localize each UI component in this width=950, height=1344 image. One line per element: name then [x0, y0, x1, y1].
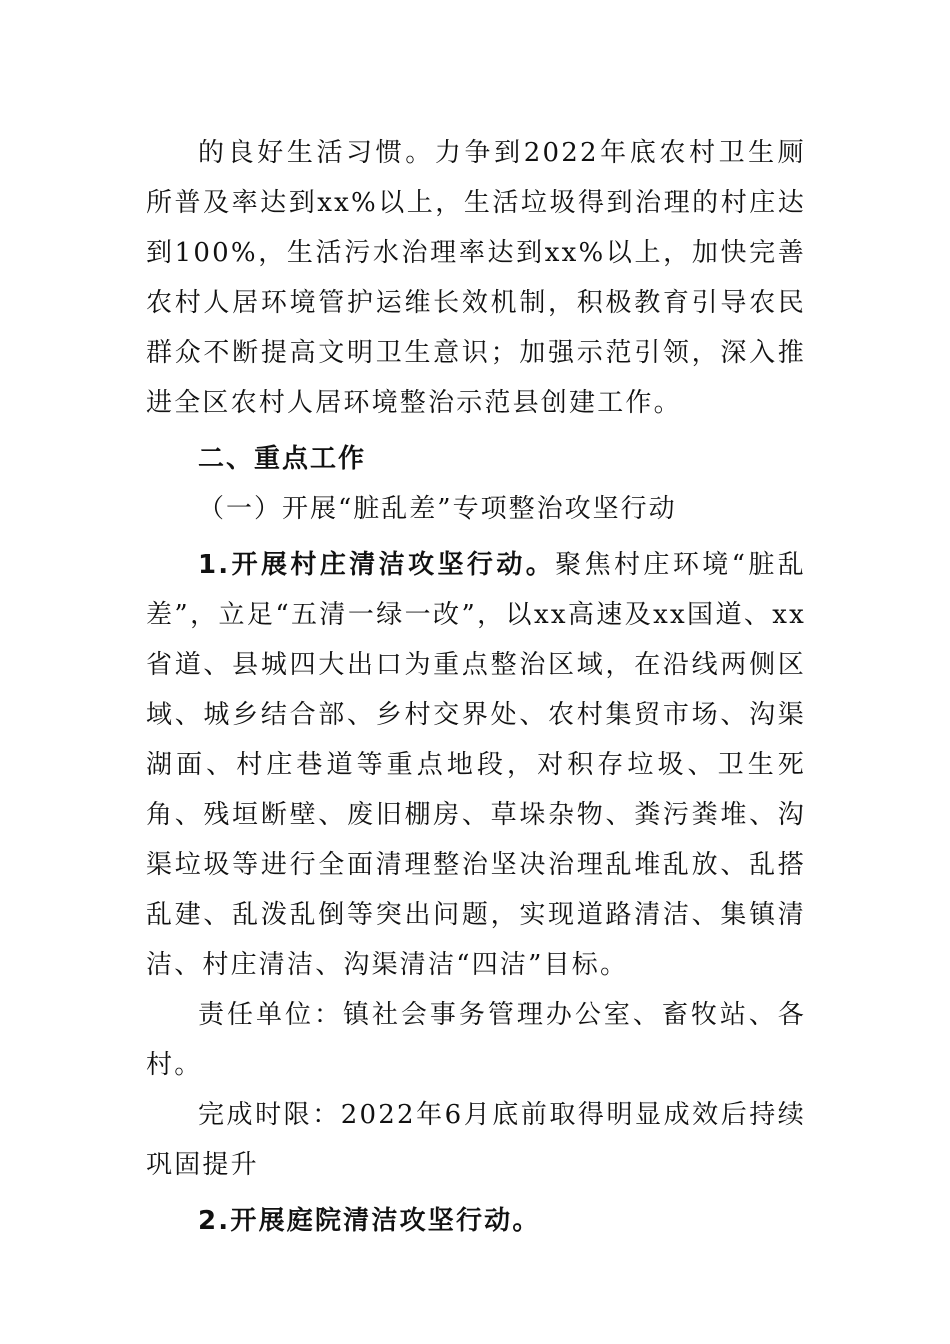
item1-lead: 1.开展村庄清洁攻坚行动。	[198, 550, 556, 580]
document-body	[146, 128, 806, 1246]
item1-body: 聚焦村庄环境“脏乱差”，立足“五清一绿一改”，以xx高速及xx国道、xx省道、县城四大出口为重点整治区域，在沿线两侧区域、城乡结合部、乡村交界处、农村集贸市场、沟渠湖面、村庄巷道等重点地段，对积存垃圾、卫生死角、残垣断壁、废旧棚房、草垛杂物、粪污粪堆、沟渠垃圾等进行全面清理整治坚决治理乱堆乱放、乱搭乱建、乱泼乱倒等突出问题，实现道路清洁、集镇清洁、村庄清洁、沟渠清洁“四洁”目标。	[146, 550, 806, 980]
item1-paragraph	[146, 540, 806, 990]
item1-deadline: 完成时限：2022年6月底前取得明显成效后持续巩固提升	[146, 1100, 806, 1180]
item1-responsible: 责任单位：镇社会事务管理办公室、畜牧站、各村。	[146, 1000, 806, 1080]
item2-paragraph	[146, 1196, 806, 1246]
intro-paragraph: 的良好生活习惯。力争到2022年底农村卫生厕所普及率达到xx%以上，生活垃圾得到治理的村庄达到100%，生活污水治理率达到xx%以上，加快完善农村人居环境管护运维长效机制，积极教育引导农民群众不断提高文明卫生意识；加强示范引领，深入推进全区农村人居环境整治示范县创建工作。	[146, 138, 806, 418]
subsection-heading: （一）开展“脏乱差”专项整治攻坚行动	[198, 494, 677, 524]
item2-lead: 2.开展庭院清洁攻坚行动。	[198, 1206, 541, 1236]
section-heading: 二、重点工作	[198, 444, 367, 474]
